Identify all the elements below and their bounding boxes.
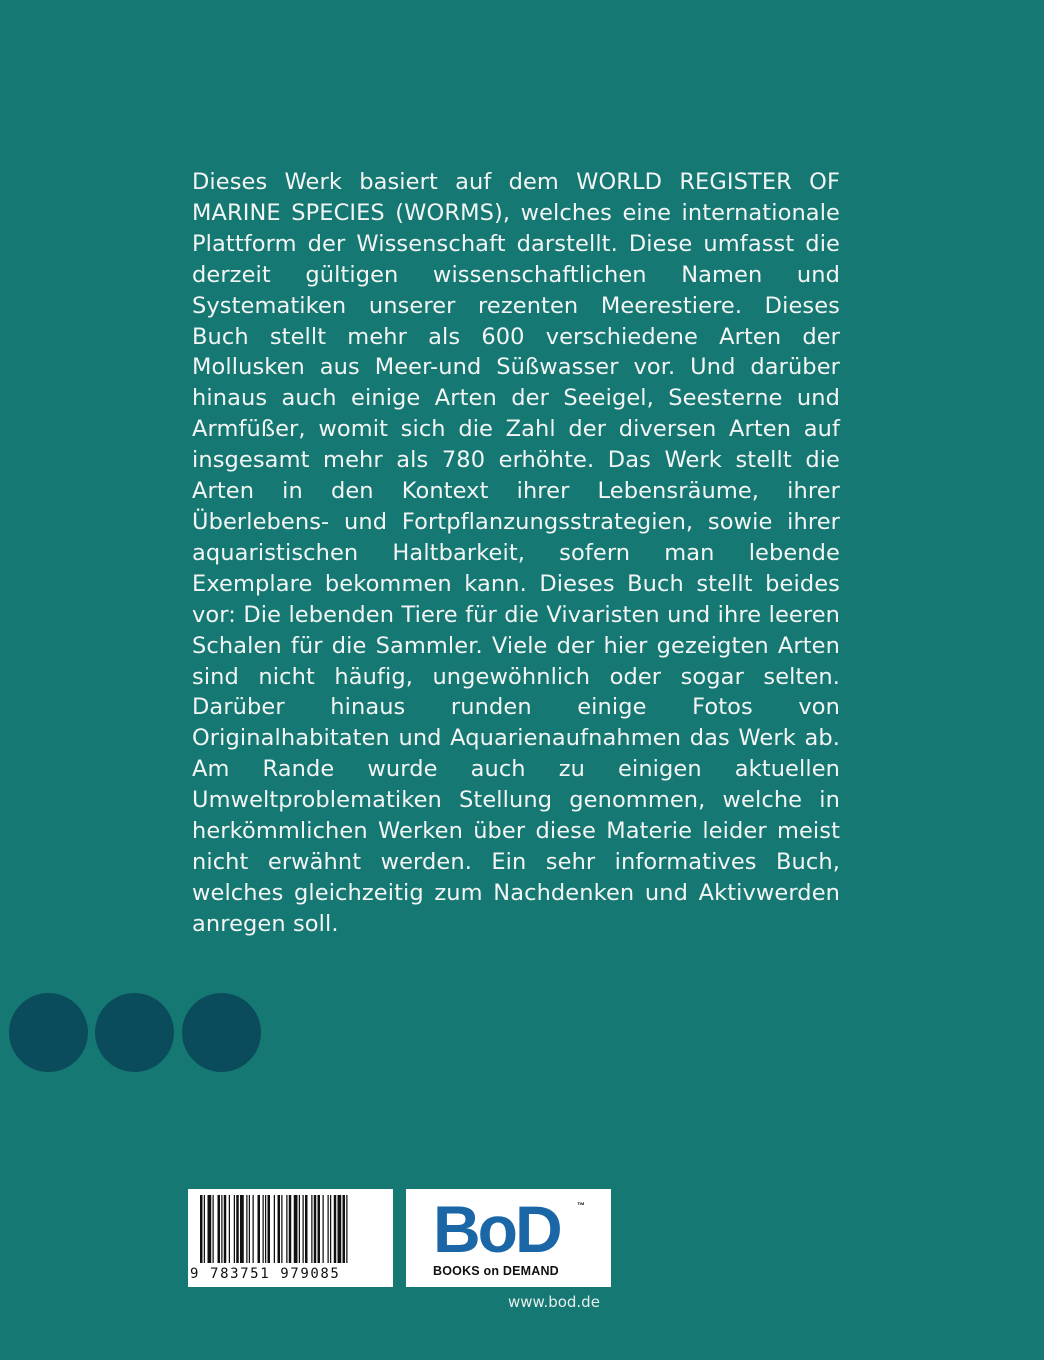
barcode-bar — [236, 1195, 239, 1263]
decorative-dot — [9, 993, 88, 1072]
barcode-bar — [246, 1195, 247, 1263]
barcode-bar — [289, 1195, 292, 1263]
back-cover-blurb — [192, 167, 840, 940]
barcode-bar — [338, 1195, 342, 1263]
barcode-bar — [253, 1195, 254, 1263]
barcode-bar — [249, 1195, 250, 1263]
barcode-bar — [281, 1195, 282, 1263]
barcode-bar — [213, 1195, 214, 1263]
barcode-bar — [343, 1195, 346, 1263]
decorative-dot — [182, 993, 261, 1072]
barcode-bar — [330, 1195, 331, 1263]
barcode-bar — [221, 1195, 222, 1263]
bod-logo: BoD — [433, 1192, 560, 1266]
barcode-bar — [240, 1195, 244, 1263]
barcode-bar — [311, 1195, 312, 1263]
decorative-dot — [95, 993, 174, 1072]
publisher-tagline: BOOKS on DEMAND — [433, 1264, 559, 1278]
barcode-bar — [208, 1195, 212, 1263]
barcode-bar — [234, 1195, 235, 1263]
barcode-bar — [263, 1195, 264, 1263]
barcode-bar — [218, 1195, 221, 1263]
barcode-bar — [299, 1195, 300, 1263]
isbn-number: 9 783751 979085 — [190, 1266, 341, 1282]
barcode-bar — [314, 1195, 317, 1263]
barcode-bar — [328, 1195, 329, 1263]
barcode-bar — [318, 1195, 321, 1263]
barcode-bar — [229, 1195, 230, 1263]
barcode-bar — [258, 1195, 261, 1263]
barcode-bar — [204, 1195, 205, 1263]
barcode-bar — [200, 1195, 203, 1263]
barcode-bar — [278, 1195, 281, 1263]
publisher-url: www.bod.de — [508, 1293, 600, 1311]
barcode-bar — [265, 1195, 266, 1263]
barcode-bar — [334, 1195, 337, 1263]
barcode-bar — [303, 1195, 304, 1263]
barcode-bar — [305, 1195, 308, 1263]
barcode-bar — [268, 1195, 271, 1263]
barcode-bar — [294, 1195, 298, 1263]
barcode-bar — [323, 1195, 324, 1263]
publisher-logo-box — [406, 1189, 611, 1287]
trademark-symbol: ™ — [577, 1201, 585, 1210]
barcode-bar — [274, 1195, 275, 1263]
barcode-bar — [346, 1195, 347, 1263]
barcode-bar — [224, 1195, 227, 1263]
barcode-bar — [286, 1195, 287, 1263]
blurb-text: Dieses Werk basiert auf dem WORLD REGISTER OF MARINE SPECIES (WORMS), welches eine internationale Plattform der Wissenschaft darstellt. Diese umfasst die derzeit gültigen wissenschaftlichen Namen und Systematiken unserer rezenten Meerestiere. Dieses Buch stellt mehr als 600 verschiedene Arten der Mollusken aus Meer-und Süßwasser vor. Und darüber hinaus auch einige Arten der Seeigel, Seesterne und Armfüßer, womit sich die Zahl der diversen Arten auf insgesamt mehr als 780 erhöhte. Das Werk stellt die Arten in den Kontext ihrer Lebensräume, ihrer Überlebens- und Fortpflanzungsstrategien, sowie ihrer aquaristischen Haltbarkeit, sofern man lebende Exemplare bekommen kann. Dieses Buch stellt beides vor: Die lebenden Tiere für die Vivaristen und ihre leeren Schalen für die Sammler. Viele der hier gezeigten Arten sind nicht häufig, ungewöhnlich oder sogar selten. Darüber hinaus runden einige Fotos von Originalhabitaten und Aquarienaufnahmen das Werk ab. Am Rande wurde auch zu einigen aktuellen Umweltproblematiken Stellung genommen, welche in herkömmlichen Werken über diese Materie leider meist nicht erwähnt werden. Ein sehr informatives Buch, welches gleichzeitig zum Nachdenken und Aktivwerden anregen soll. — [192, 169, 840, 937]
isbn-barcode — [188, 1189, 393, 1287]
